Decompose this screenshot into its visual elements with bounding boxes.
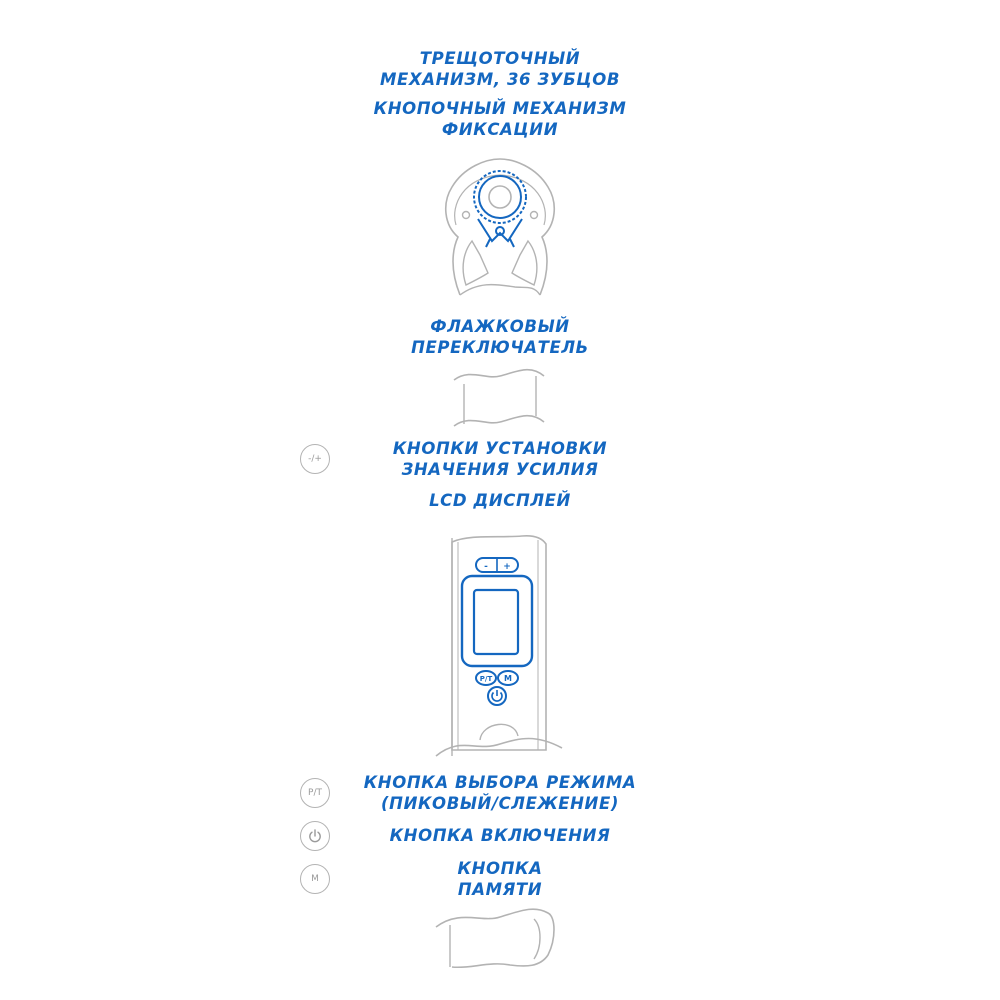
label-lcd [300,490,700,511]
minus-plus-icon: -/+ [300,444,330,474]
device-peak-track-icon [476,671,496,685]
label-button-lock-line1: КНОПОЧНЫЙ МЕХАНИЗМ [373,99,627,118]
device-minus-plus-icon [476,558,518,572]
handle-end-illustration [430,905,570,975]
label-flag-switch-line2: ПЕРЕКЛЮЧАТЕЛЬ [411,338,589,357]
lcd-handle-illustration [430,530,570,770]
label-flag-switch-line1: ФЛАЖКОВЫЙ [430,317,570,336]
svg-text:+: + [503,562,511,572]
label-power-button [300,825,700,846]
label-ratchet-line2: МЕХАНИЗМ, 36 ЗУБЦОВ [380,70,620,89]
peak-track-icon: P/T [300,778,330,808]
power-icon [300,821,330,851]
label-button-lock-line2: ФИКСАЦИИ [441,120,559,139]
svg-text:M: M [504,674,512,683]
label-lcd-line1: LCD ДИСПЛЕЙ [429,491,571,510]
label-memory-button [300,858,700,900]
label-mode-button-line1: КНОПКА ВЫБОРА РЕЖИМА [363,773,637,792]
gear-icon [474,171,526,223]
label-ratchet [300,48,700,90]
label-flag-switch [300,316,700,358]
power-symbol-icon [307,828,323,844]
label-button-lock [300,98,700,140]
label-power-button-line1: КНОПКА ВКЛЮЧЕНИЯ [389,826,611,845]
label-memory-button-line2: ПАМЯТИ [457,880,543,899]
label-mode-button-line2: (ПИКОВЫЙ/СЛЕЖЕНИЕ) [381,794,619,813]
device-power-icon [488,687,506,705]
svg-text:P/T: P/T [479,675,493,683]
memory-icon: M [300,864,330,894]
label-mode-button [300,772,700,814]
label-torque-buttons [300,438,700,480]
label-torque-buttons-line1: КНОПКИ УСТАНОВКИ [392,439,608,458]
label-ratchet-line1: ТРЕЩОТОЧНЫЙ [419,49,581,68]
ratchet-head-illustration [430,155,570,305]
label-memory-button-line1: КНОПКА [457,859,543,878]
svg-text:-: - [484,562,488,572]
device-memory-icon [498,671,518,685]
label-torque-buttons-line2: ЗНАЧЕНИЯ УСИЛИЯ [401,460,599,479]
handle-section-illustration [440,362,560,432]
